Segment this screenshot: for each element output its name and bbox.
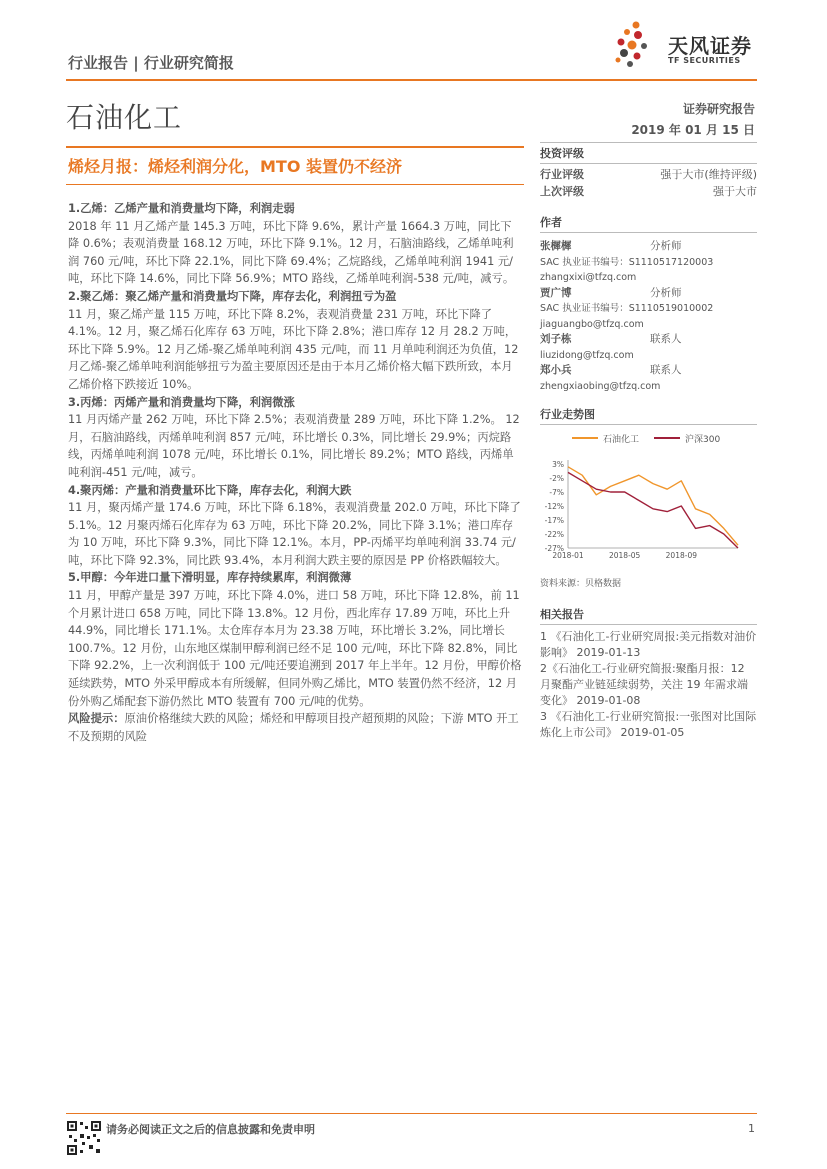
report-title: 烯烃月报：烯烃利润分化，MTO 装置仍不经济 xyxy=(68,157,403,176)
section-body: 2018 年 11 月乙烯产量 145.3 万吨，环比下降 9.6%，累计产量 1664.3 万吨，同比下降 0.6%；表观消费量 168.12 万吨，环比下降 9.1%。12 月，石脑油路线，乙烯单吨利润 760 元/吨，环比下降 22.1%，同比下降 69.4%；乙烷路线，乙烯单吨利润 1941 元/吨，环比下降 14.6%，同比下降 56.9%；MTO 路线，乙烯单吨利润-538 元/吨，减亏。 xyxy=(68,219,515,286)
author-role: 联系人 xyxy=(650,333,682,345)
trend-chart xyxy=(540,426,757,588)
section-ethylene xyxy=(68,200,522,288)
page-number: 1 xyxy=(748,1122,755,1135)
y-tick-label: -27% xyxy=(544,544,564,553)
section-heading: 5.甲醇：今年进口量下滑明显，库存持续累库，利润微薄 xyxy=(68,571,352,585)
risk-warning xyxy=(68,710,522,745)
legend-label: 石油化工 xyxy=(603,435,640,445)
rating-value: 强于大市 xyxy=(713,185,757,198)
section-polyethylene xyxy=(68,288,522,394)
author-cert: SAC 执业证书编号：S1110519010002 xyxy=(540,303,714,314)
title-divider-bottom xyxy=(66,184,524,185)
author-email[interactable]: zhangxixi@tfzq.com xyxy=(540,272,637,283)
section-heading: 1.乙烯：乙烯产量和消费量均下降，利润走弱 xyxy=(68,202,295,215)
author-role: 分析师 xyxy=(650,240,682,252)
related-item[interactable]: 3 《石油化工-行业研究简报:一张图对比国际炼化上市公司》 2019-01-05 xyxy=(540,710,757,739)
qr-code-icon xyxy=(66,1120,102,1156)
author-entry xyxy=(540,239,757,286)
author-email[interactable]: jiaguangbo@tfzq.com xyxy=(540,318,644,330)
x-tick-label: 2018-01 xyxy=(552,551,584,560)
author-email[interactable]: zhengxiaobing@tfzq.com xyxy=(540,380,661,392)
title-divider-top xyxy=(66,146,524,148)
x-tick-label: 2018-05 xyxy=(608,551,641,560)
related-heading: 相关报告 xyxy=(540,606,757,625)
y-tick-label: -22% xyxy=(544,530,564,539)
trend-heading: 行业走势图 xyxy=(540,406,757,425)
author-entry xyxy=(540,332,757,363)
section-body: 11 月，聚丙烯产量 174.6 万吨，环比下降 6.18%，表观消费量 202.0 万吨，环比下降了 5.1%。12 月聚丙烯石化库存为 63 万吨，环比下降 20.2%，同比下降 3.1%；港口库存为 10 万吨，环比下降 9.3%，同比下降 12.1%。本月，PP-丙烯平均单吨利润 33.74 元/吨，环比下降 92.3%，同比跌 93.4%，本月利润大跌主要的原因是 PP 价格跌幅较大。 xyxy=(68,501,521,567)
y-tick-label: -17% xyxy=(544,516,564,525)
x-tick-label: 2018-09 xyxy=(665,551,698,560)
authors-heading: 作者 xyxy=(540,214,757,233)
risk-label: 风险提示： xyxy=(68,712,125,726)
rating-heading: 投资评级 xyxy=(540,142,757,164)
author-name: 贾广博 xyxy=(540,286,572,299)
y-tick-label: -7% xyxy=(549,488,564,497)
y-tick-label: -12% xyxy=(544,502,564,511)
author-role: 分析师 xyxy=(650,286,682,299)
related-item[interactable]: 2《石油化工-行业研究简报:聚酯月报：12 月聚酯产业链延续弱势，关注 19 年需求端变化》 2019-01-08 xyxy=(540,662,748,707)
section-propylene xyxy=(68,394,522,482)
section-body: 11 月，甲醇产量是 397 万吨，环比下降 4.0%，进口 58 万吨，环比下降 12.8%，前 11 个月累计进口 658 万吨，同比下降 13.8%。12 月份，西北库存 17.89 万吨，环比上升 44.9%，同比增长 171.1%。太仓库存本月为 23.38 万吨，环比增长 3.2%，同比增长 100.7%。12 月份，山东地区煤制甲醇利润已经不足 100 元/吨，环比下降 82.8%，同比下降 92.2%，上一次利润低于 100 元/吨还要追溯到 2017 年上半年。12 月份，甲醇价格延续跌势，MTO 外采甲醇成本有所缓解，但同外购乙烯比，MTO 装置仍然不经济，12 月份外购乙烯配套下游仍然比 MTO 装置有 700 元/吨的优势。 xyxy=(68,589,522,708)
chart-source: 资料来源：贝格数据 xyxy=(540,579,622,589)
sector-title: 石油化工 xyxy=(66,101,183,134)
author-entry xyxy=(540,363,757,394)
author-email[interactable]: liuzidong@tfzq.com xyxy=(540,349,634,361)
brand-name-en: TF SECURITIES xyxy=(668,56,741,65)
related-item[interactable]: 1 《石油化工-行业研究周报:美元指数对油价影响》 2019-01-13 xyxy=(540,630,757,659)
risk-body: 原油价格继续大跌的风险；烯烃和甲醇项目投产超预期的风险；下游 MTO 开工不及预期的风险 xyxy=(68,712,519,743)
report-date: 2019 年 01 月 15 日 xyxy=(631,123,755,137)
report-type: 行业报告 | 行业研究简报 xyxy=(68,54,234,72)
author-name: 刘子栋 xyxy=(540,333,572,345)
brand-name-cn: 天风证券 xyxy=(668,34,752,58)
header-divider xyxy=(66,79,757,81)
main-content xyxy=(68,200,522,745)
rating-value: 强于大市(维持评级) xyxy=(660,168,757,181)
section-heading: 2.聚乙烯：聚乙烯产量和消费量均下降，库存去化，利润扭亏为盈 xyxy=(68,289,397,303)
section-heading: 3.丙烯：丙烯产量和消费量均下降，利润微涨 xyxy=(68,395,295,409)
section-methanol xyxy=(68,569,522,710)
section-heading: 4.聚丙烯：产量和消费量环比下降，库存去化，利润大跌 xyxy=(68,483,352,497)
author-name: 郑小兵 xyxy=(540,364,572,376)
rating-key: 行业评级 xyxy=(540,168,584,181)
y-tick-label: 3% xyxy=(552,460,564,469)
y-tick-label: -2% xyxy=(549,474,564,483)
trend-heading-wrap xyxy=(540,406,757,425)
authors-panel xyxy=(540,214,757,394)
footer-divider xyxy=(66,1113,757,1114)
disclaimer-notice: 请务必阅读正文之后的信息披露和免责申明 xyxy=(106,1123,315,1136)
rating-key: 上次评级 xyxy=(540,185,584,198)
author-entry xyxy=(540,286,757,333)
section-body: 11 月，聚乙烯产量 115 万吨，环比下降 8.2%，表观消费量 231 万吨，环比下降了 4.1%。12 月，聚乙烯石化库存 63 万吨，环比下降 2.8%；港口库存 12 月 28.2 万吨，环比下降 5.9%。12 月乙烯-聚乙烯单吨利润 435 元/吨，而 11 月单吨利润还为负值，12 月乙烯-聚乙烯单吨利润能够扭亏为盈主要原因还是由于本月乙烯价格大幅下跌所致，本月乙烯价格下跌接近 10%。 xyxy=(68,307,519,391)
related-panel xyxy=(540,606,757,741)
legend-label: 沪深300 xyxy=(685,435,721,445)
series-line xyxy=(568,467,738,545)
rating-row xyxy=(540,166,757,183)
author-cert: SAC 执业证书编号：S1110517120003 xyxy=(540,256,714,268)
rating-row xyxy=(540,183,757,200)
rating-panel xyxy=(540,142,757,200)
author-role: 联系人 xyxy=(650,364,682,376)
report-category: 证券研究报告 xyxy=(682,102,755,116)
author-name: 张樨樨 xyxy=(540,240,572,252)
section-polypropylene xyxy=(68,482,522,570)
section-body: 11 月丙烯产量 262 万吨，环比下降 2.5%；表观消费量 289 万吨，环比下降 1.2%。 12 月，石脑油路线，丙烯单吨利润 857 元/吨，环比增长 0.3%，同比增长 29.9%；丙烷路线，丙烯单吨利润 1078 元/吨，环比增长 0.1%，同比增长 89.2%；MTO 路线，丙烯单吨利润-451 元/吨，减亏。 xyxy=(68,413,520,479)
